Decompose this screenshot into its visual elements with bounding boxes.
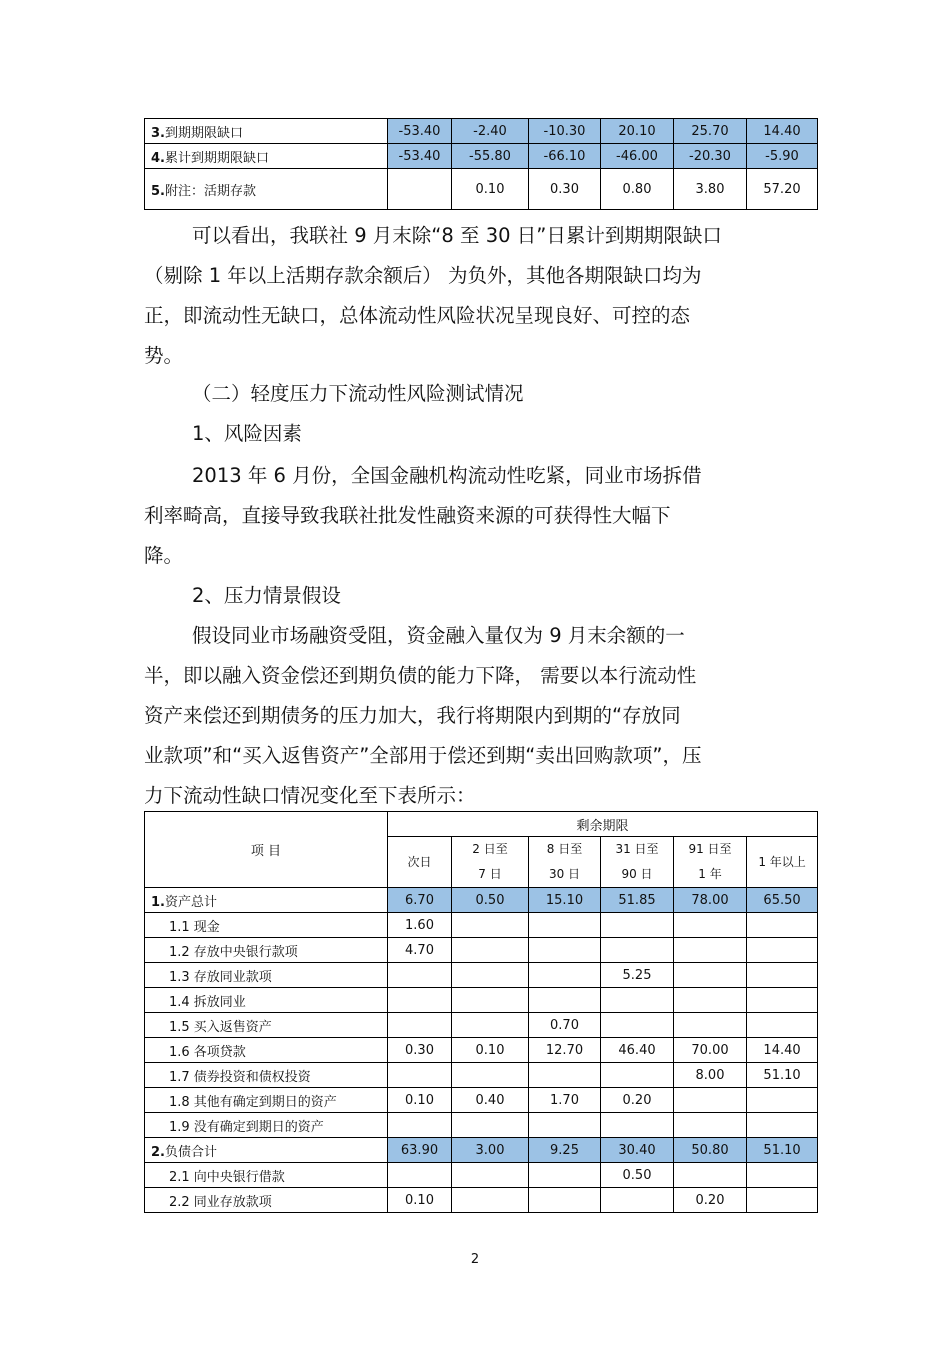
table-cell — [388, 169, 452, 210]
row-label — [145, 1188, 388, 1213]
subsection-heading-stress-scenario — [144, 576, 820, 616]
table-row — [145, 1138, 818, 1163]
table-cell — [529, 913, 601, 938]
row-label — [145, 1013, 388, 1038]
table-cell: 0.10 — [452, 1038, 529, 1063]
table-cell: 0.30 — [388, 1038, 452, 1063]
heading-text: （二）轻度压力下流动性风险测试情况 — [192, 382, 524, 405]
table-cell — [747, 1113, 818, 1138]
table-cell — [601, 938, 674, 963]
row-label-text: 到期期限缺口 — [164, 125, 243, 141]
table-cell: 8.00 — [674, 1063, 747, 1088]
table-cell: 50.80 — [674, 1138, 747, 1163]
table-row — [145, 1063, 818, 1088]
row-label-text: 2.2 同业存放款项 — [169, 1194, 272, 1210]
table-cell: -46.00 — [601, 144, 674, 169]
table-cell — [747, 1088, 818, 1113]
table-cell — [529, 963, 601, 988]
table-row — [145, 963, 818, 988]
row-label-text: 负债合计 — [164, 1144, 217, 1160]
text-line: 2013 年 6 月份，全国金融机构流动性吃紧，同业市场拆借 — [192, 464, 702, 487]
table-cell — [452, 1063, 529, 1088]
page-number: 2 — [470, 1252, 480, 1267]
table-cell — [529, 1188, 601, 1213]
table-cell — [388, 1163, 452, 1188]
section-heading — [144, 374, 820, 414]
row-label-text: 1.3 存放同业款项 — [169, 969, 272, 985]
table-cell — [529, 988, 601, 1013]
table-cell — [529, 1163, 601, 1188]
table-cell: 0.30 — [529, 169, 601, 210]
table-cell: 14.40 — [747, 119, 818, 144]
text-line: 力下流动性缺口情况变化至下表所示： — [144, 784, 476, 807]
table-cell — [452, 1188, 529, 1213]
table-row — [145, 1088, 818, 1113]
table-cell — [674, 1113, 747, 1138]
row-label — [145, 119, 388, 144]
table-cell — [388, 1013, 452, 1038]
table-row — [145, 1113, 818, 1138]
table-cell — [452, 913, 529, 938]
top-gap-table — [144, 118, 818, 210]
row-label — [145, 169, 388, 210]
table-cell: 0.10 — [452, 169, 529, 210]
table-row — [145, 1163, 818, 1188]
row-label-text: 资产总计 — [164, 894, 217, 910]
table-cell: 0.10 — [388, 1088, 452, 1113]
text-line: 降。 — [144, 544, 184, 567]
row-label-text: 累计到期期限缺口 — [164, 150, 269, 166]
text-line: 正，即流动性无缺口，总体流动性风险状况呈现良好、可控的态 — [144, 304, 691, 327]
table-cell: 12.70 — [529, 1038, 601, 1063]
text-line: （剔除 1 年以上活期存款余额后） 为负外，其他各期限缺口均为 — [144, 264, 702, 287]
table-cell: -55.80 — [452, 144, 529, 169]
table-cell: 25.70 — [674, 119, 747, 144]
table-cell — [747, 1163, 818, 1188]
table-cell: 65.50 — [747, 888, 818, 913]
row-label — [145, 1063, 388, 1088]
table-cell — [601, 1013, 674, 1038]
table-row — [145, 988, 818, 1013]
row-label-text: 1.7 债券投资和债权投资 — [169, 1069, 311, 1085]
row-label — [145, 888, 388, 913]
header-term-column: 次日 — [388, 837, 452, 888]
table-cell: 0.40 — [452, 1088, 529, 1113]
table-cell — [529, 1113, 601, 1138]
table-cell: 0.50 — [452, 888, 529, 913]
table-cell — [452, 1113, 529, 1138]
table-row — [145, 1038, 818, 1063]
text-line: 业款项”和“买入返售资产”全部用于偿还到期“卖出回购款项”，压 — [144, 744, 702, 767]
paragraph-conclusion — [144, 216, 820, 376]
table-cell — [747, 938, 818, 963]
table-cell: -53.40 — [388, 144, 452, 169]
text-line: 半，即以融入资金偿还到期负债的能力下降， 需要以本行流动性 — [144, 664, 697, 687]
table-cell: 0.20 — [601, 1088, 674, 1113]
row-label — [145, 963, 388, 988]
row-label-text: 1.2 存放中央银行款项 — [169, 944, 298, 960]
table-cell: 0.80 — [601, 169, 674, 210]
header-item: 项 目 — [145, 812, 388, 888]
table-cell — [529, 1063, 601, 1088]
row-label-text: 1.4 拆放同业 — [169, 994, 246, 1010]
row-label — [145, 938, 388, 963]
table-cell — [674, 1163, 747, 1188]
table-cell: 3.80 — [674, 169, 747, 210]
row-label — [145, 988, 388, 1013]
text-line: 假设同业市场融资受阻，资金融入量仅为 9 月末余额的一 — [192, 624, 685, 647]
table-row — [145, 1188, 818, 1213]
row-label — [145, 1163, 388, 1188]
paragraph-stress-scenario — [144, 616, 820, 816]
table-cell: 4.70 — [388, 938, 452, 963]
table-row — [145, 169, 818, 210]
table-cell: 30.40 — [601, 1138, 674, 1163]
table-cell: -20.30 — [674, 144, 747, 169]
heading-text: 1、风险因素 — [192, 422, 302, 445]
header-term-column: 1 年以上 — [747, 837, 818, 888]
table-cell — [747, 913, 818, 938]
text-line: 势。 — [144, 344, 184, 367]
header-term-column: 31 日至 90 日 — [601, 837, 674, 888]
table-cell: 57.20 — [747, 169, 818, 210]
text-line: 可以看出，我联社 9 月末除“8 至 30 日”日累计到期期限缺口 — [192, 224, 722, 247]
table-cell — [601, 1188, 674, 1213]
table-cell: 20.10 — [601, 119, 674, 144]
table-cell — [452, 1163, 529, 1188]
table-cell — [388, 1063, 452, 1088]
table-cell: -2.40 — [452, 119, 529, 144]
table-cell — [601, 1063, 674, 1088]
table-cell — [674, 1088, 747, 1113]
table-cell: 1.70 — [529, 1088, 601, 1113]
row-label-text: 附注：活期存款 — [164, 183, 256, 199]
table-cell — [747, 963, 818, 988]
table-cell: 3.00 — [452, 1138, 529, 1163]
table-cell: 51.85 — [601, 888, 674, 913]
table-row — [145, 888, 818, 913]
header-term-column: 2 日至 7 日 — [452, 837, 529, 888]
table-cell — [674, 1013, 747, 1038]
table-cell — [747, 1188, 818, 1213]
table-cell — [388, 988, 452, 1013]
table-cell — [601, 988, 674, 1013]
header-term-column: 91 日至 1 年 — [674, 837, 747, 888]
table-cell: 0.10 — [388, 1188, 452, 1213]
table-cell: 70.00 — [674, 1038, 747, 1063]
row-label-text: 1.6 各项贷款 — [169, 1044, 246, 1060]
table-cell: 78.00 — [674, 888, 747, 913]
table-row — [145, 938, 818, 963]
row-label — [145, 1088, 388, 1113]
table-cell: -10.30 — [529, 119, 601, 144]
subsection-heading-risk-factors — [144, 414, 820, 454]
table-cell: -53.40 — [388, 119, 452, 144]
row-number: 5. — [151, 183, 165, 199]
table-cell — [674, 913, 747, 938]
row-number: 2. — [151, 1144, 165, 1160]
text-line: 资产来偿还到期债务的压力加大，我行将期限内到期的“存放同 — [144, 704, 681, 727]
row-label-text: 1.1 现金 — [169, 919, 220, 935]
table-cell — [388, 1113, 452, 1138]
table-cell — [674, 938, 747, 963]
table-cell: 14.40 — [747, 1038, 818, 1063]
table-cell — [747, 988, 818, 1013]
header-term-column: 8 日至 30 日 — [529, 837, 601, 888]
paragraph-risk-factors — [144, 456, 820, 576]
stress-gap-table — [144, 811, 818, 1213]
table-cell: 5.25 — [601, 963, 674, 988]
row-number: 3. — [151, 125, 165, 141]
table-cell: 0.70 — [529, 1013, 601, 1038]
table-cell: -5.90 — [747, 144, 818, 169]
table-cell — [601, 913, 674, 938]
table-cell — [674, 988, 747, 1013]
table-cell — [452, 1013, 529, 1038]
row-label — [145, 1038, 388, 1063]
row-label — [145, 144, 388, 169]
row-label-text: 1.5 买入返售资产 — [169, 1019, 272, 1035]
table-cell: 6.70 — [388, 888, 452, 913]
row-label-text: 1.9 没有确定到期日的资产 — [169, 1119, 324, 1135]
table-cell: 51.10 — [747, 1063, 818, 1088]
heading-text: 2、压力情景假设 — [192, 584, 341, 607]
row-label — [145, 1138, 388, 1163]
row-label-text: 1.8 其他有确定到期日的资产 — [169, 1094, 337, 1110]
table-cell — [747, 1013, 818, 1038]
row-number: 1. — [151, 894, 165, 910]
table-cell: 15.10 — [529, 888, 601, 913]
row-number: 4. — [151, 150, 165, 166]
header-remaining-term: 剩余期限 — [388, 812, 818, 837]
table-cell — [601, 1113, 674, 1138]
table-cell: 46.40 — [601, 1038, 674, 1063]
table-cell — [452, 963, 529, 988]
table-row — [145, 144, 818, 169]
table-row — [145, 913, 818, 938]
table-cell — [529, 938, 601, 963]
table-cell: 51.10 — [747, 1138, 818, 1163]
text-line: 利率畸高，直接导致我联社批发性融资来源的可获得性大幅下 — [144, 504, 671, 527]
row-label — [145, 913, 388, 938]
table-cell: -66.10 — [529, 144, 601, 169]
table-cell: 63.90 — [388, 1138, 452, 1163]
table-cell — [452, 988, 529, 1013]
table-row — [145, 119, 818, 144]
table-cell: 0.20 — [674, 1188, 747, 1213]
row-label-text: 2.1 向中央银行借款 — [169, 1169, 285, 1185]
row-label — [145, 1113, 388, 1138]
table-cell: 9.25 — [529, 1138, 601, 1163]
table-cell: 0.50 — [601, 1163, 674, 1188]
table-cell — [388, 963, 452, 988]
table-cell — [674, 963, 747, 988]
table-cell: 1.60 — [388, 913, 452, 938]
table-cell — [452, 938, 529, 963]
table-row — [145, 1013, 818, 1038]
